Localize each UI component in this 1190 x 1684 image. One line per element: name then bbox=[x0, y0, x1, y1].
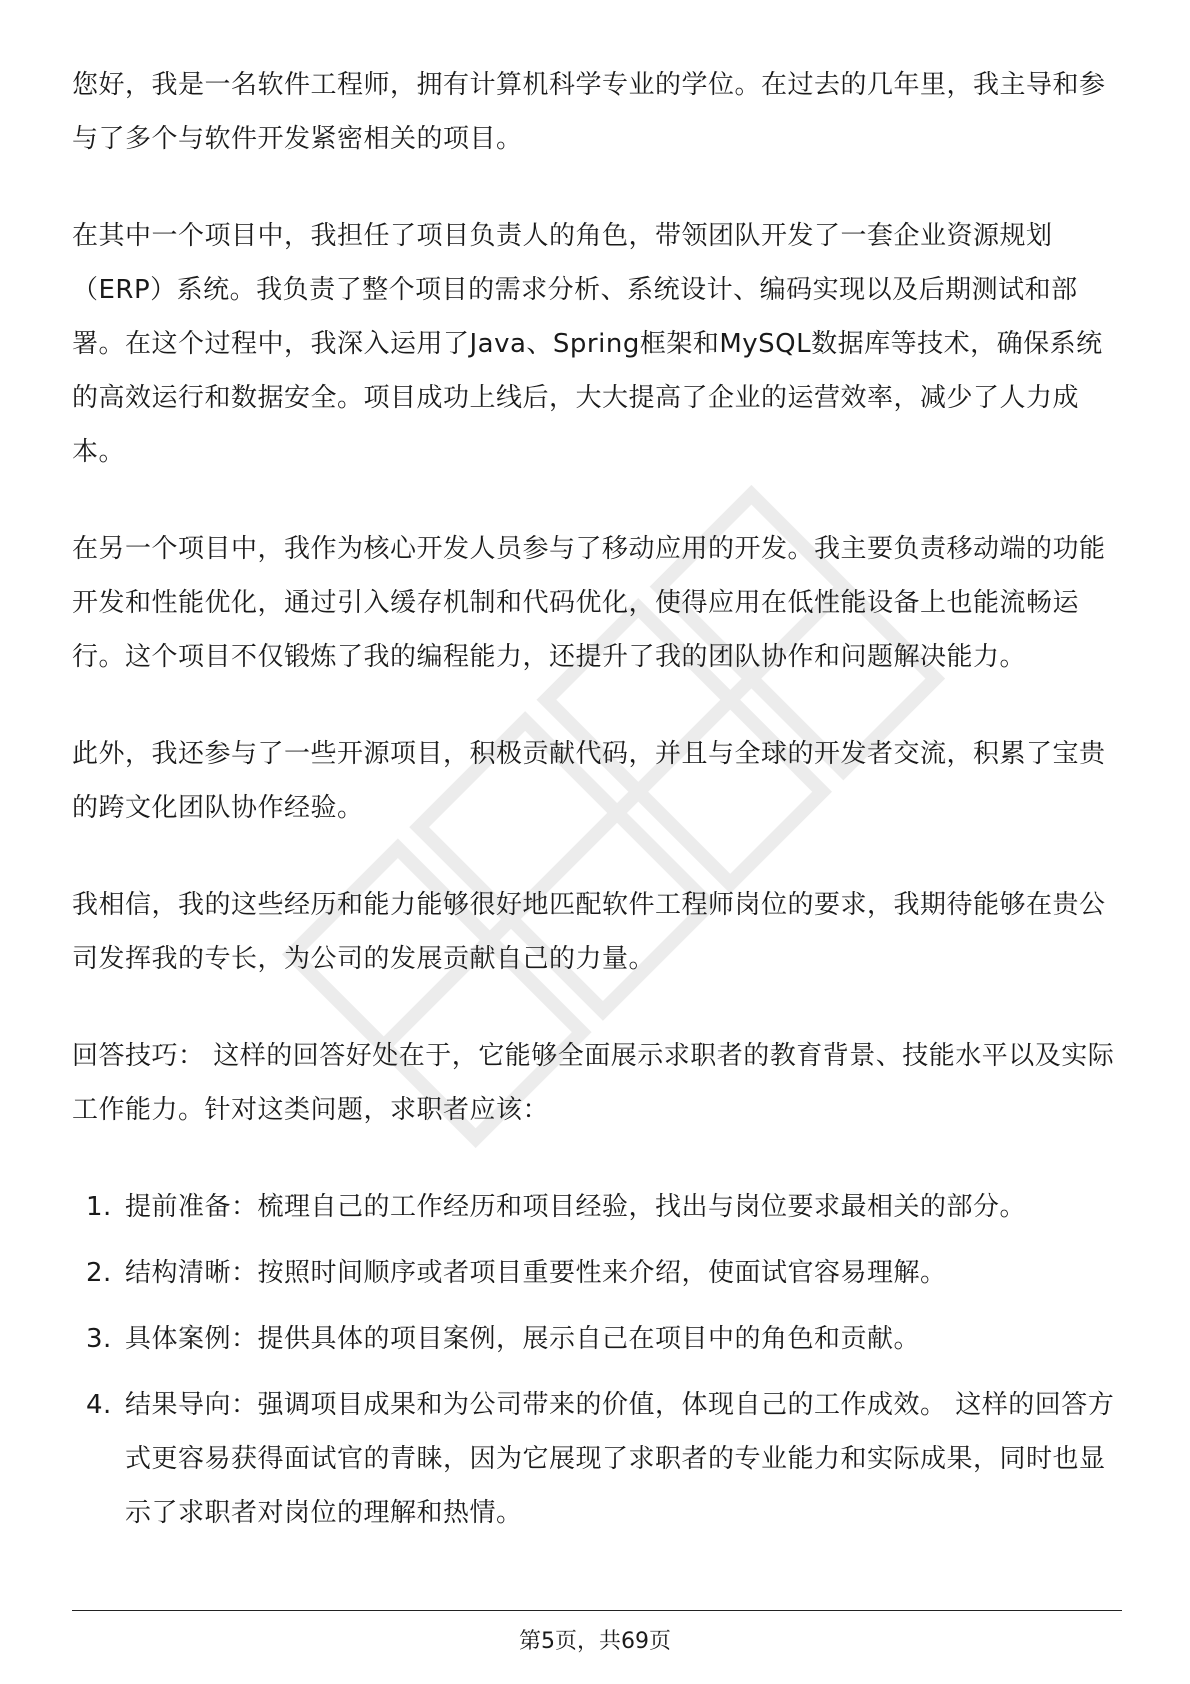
paragraph-intro: 您好，我是一名软件工程师，拥有计算机科学专业的学位。在过去的几年里，我主导和参与了多个与软件开发紧密相关的项目。 bbox=[72, 70, 1106, 154]
list-item-number: 1. bbox=[86, 1192, 112, 1222]
paragraph-erp-project: 在其中一个项目中，我担任了项目负责人的角色，带领团队开发了一套企业资源规划（ERP）系统。我负责了整个项目的需求分析、系统设计、编码实现以及后期测试和部署。在这个过程中，我深入运用了Java、Spring框架和MySQL数据库等技术，确保系统的高效运行和数据安全。项目成功上线后，大大提高了企业的运营效率，减少了人力成本。 bbox=[72, 221, 1103, 467]
list-item bbox=[72, 1180, 1122, 1234]
list-item bbox=[72, 1246, 1122, 1300]
list-item-text: 结构清晰：按照时间顺序或者项目重要性来介绍，使面试官容易理解。 bbox=[125, 1258, 947, 1288]
list-item-text: 具体案例：提供具体的项目案例，展示自己在项目中的角色和贡献。 bbox=[125, 1324, 921, 1354]
document-body bbox=[72, 58, 1122, 1552]
list-item bbox=[72, 1378, 1122, 1540]
footer-divider bbox=[72, 1610, 1122, 1611]
list-item-text: 提前准备：梳理自己的工作经历和项目经验，找出与岗位要求最相关的部分。 bbox=[125, 1192, 1027, 1222]
paragraph-mobile-project: 在另一个项目中，我作为核心开发人员参与了移动应用的开发。我主要负责移动端的功能开发和性能优化，通过引入缓存机制和代码优化，使得应用在低性能设备上也能流畅运行。这个项目不仅锻炼了我的编程能力，还提升了我的团队协作和问题解决能力。 bbox=[72, 534, 1106, 672]
list-item bbox=[72, 1312, 1122, 1366]
list-item-number: 3. bbox=[86, 1324, 112, 1354]
paragraph-open-source: 此外，我还参与了一些开源项目，积极贡献代码，并且与全球的开发者交流，积累了宝贵的跨文化团队协作经验。 bbox=[72, 739, 1106, 823]
tips-list bbox=[72, 1180, 1122, 1540]
list-item-number: 4. bbox=[86, 1390, 112, 1420]
paragraph-closing: 我相信，我的这些经历和能力能够很好地匹配软件工程师岗位的要求，我期待能够在贵公司发挥我的专长，为公司的发展贡献自己的力量。 bbox=[72, 890, 1106, 974]
page-number: 第5页，共69页 bbox=[519, 1629, 671, 1654]
paragraph-answer-tips: 回答技巧： 这样的回答好处在于，它能够全面展示求职者的教育背景、技能水平以及实际工作能力。针对这类问题，求职者应该： bbox=[72, 1041, 1115, 1125]
list-item-text: 结果导向：强调项目成果和为公司带来的价值，体现自己的工作成效。 这样的回答方式更容易获得面试官的青睐，因为它展现了求职者的专业能力和实际成果，同时也显示了求职者对岗位的理解和热情。 bbox=[125, 1390, 1115, 1528]
list-item-number: 2. bbox=[86, 1258, 112, 1288]
